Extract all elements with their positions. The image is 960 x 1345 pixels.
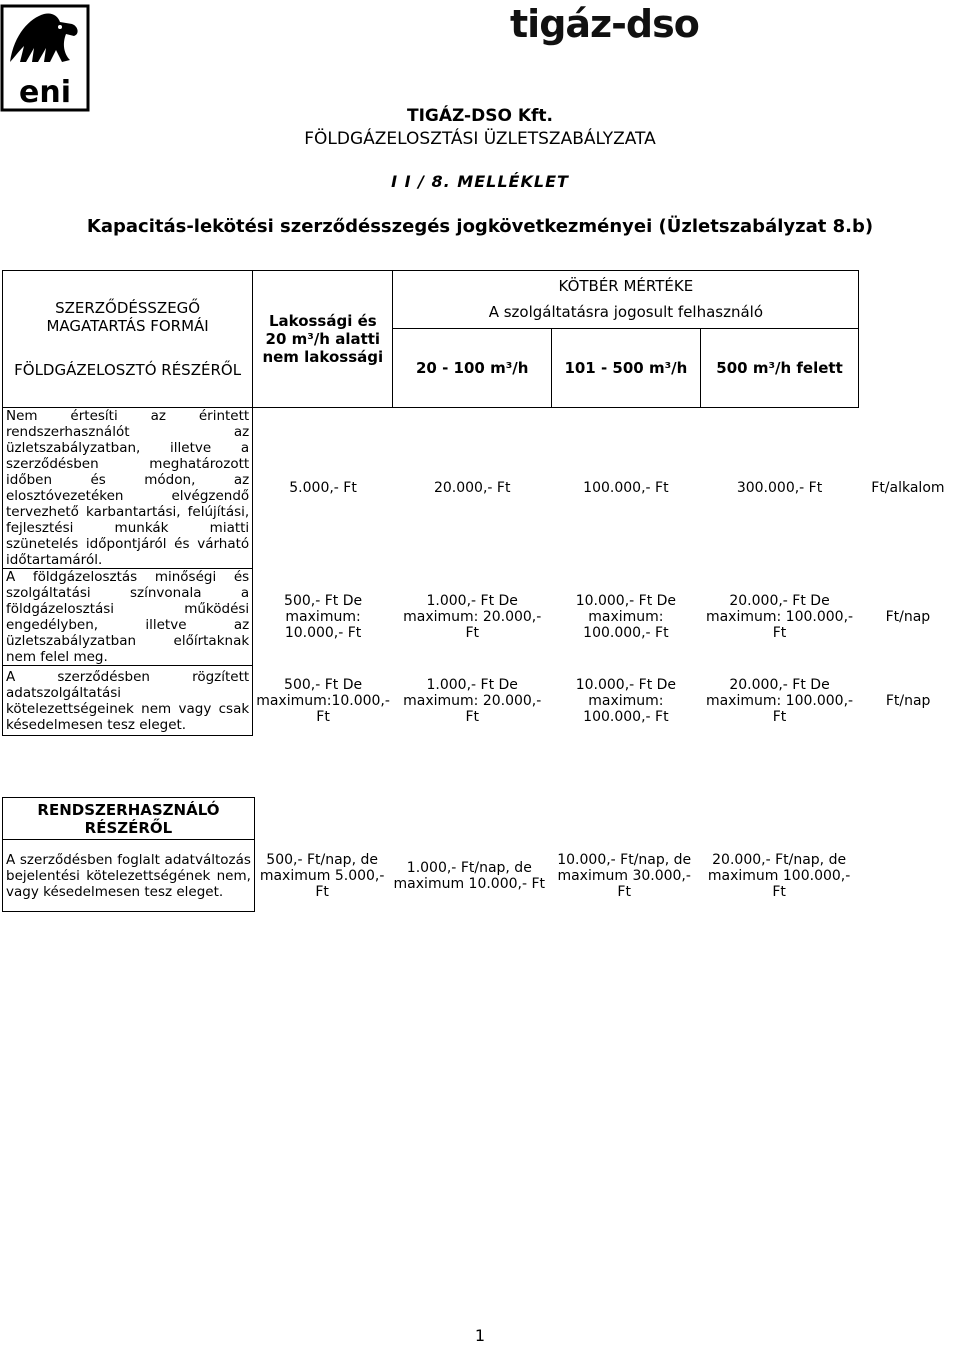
row-unit: Ft/nap <box>885 609 931 625</box>
row-value-4: 20.000,- Ft De maximum: 100.000,- Ft <box>705 593 854 641</box>
kotber-title: KÖTBÉR MÉRTÉKE <box>558 277 694 295</box>
row-value-4: 20.000,- Ft/nap, de maximum 100.000,- Ft <box>707 851 851 900</box>
col1-header-b: FÖLDGÁZELOSZTÓ RÉSZÉRŐL <box>14 361 242 379</box>
row-value-2: 20.000,- Ft <box>433 480 511 497</box>
user-title: A szolgáltatásra jogosult felhasználó <box>488 303 764 321</box>
row-value-2: 1.000,- Ft/nap, de maximum 10.000,- Ft <box>393 859 546 892</box>
row-value-3: 10.000,- Ft De maximum: 100.000,- Ft <box>575 676 677 725</box>
col-lakossagi-header: Lakossági és 20 m³/h alatti nem lakossági <box>253 271 393 408</box>
penalty-table-system-user <box>2 797 958 912</box>
penalty-table-distributor <box>2 270 958 736</box>
row-value-1: 500,- Ft De maximum:10.000,- Ft <box>256 676 390 725</box>
table-row <box>3 840 959 912</box>
table-row <box>3 666 958 736</box>
row-value-1: 500,- Ft De maximum: 10.000,- Ft <box>284 593 363 641</box>
eni-logo-text: eni <box>19 75 71 110</box>
col-101-500-header: 101 - 500 m³/h <box>552 329 701 408</box>
row-value-3: 10.000,- Ft/nap, de maximum 30.000,- Ft <box>557 851 692 900</box>
tigaz-dso-logo: tigáz-dso <box>510 2 699 46</box>
row-value-2: 1.000,- Ft De maximum: 20.000,- Ft <box>403 676 542 725</box>
row-value-1: 5.000,- Ft <box>289 480 357 497</box>
row-desc: A szerződésben foglalt adatváltozás bejelentési kötelezettségének nem, vagy késedelmesen tesz eleget. <box>3 840 255 912</box>
row-value-4: 300.000,- Ft <box>736 480 823 497</box>
row-unit: Ft/nap <box>885 692 931 709</box>
empty-cell <box>859 840 958 912</box>
row-value-1: 500,- Ft/nap, de maximum 5.000,- Ft <box>259 851 385 900</box>
row-desc: Nem értesíti az érintett rendszerhasználót az üzletszabályzatban, illetve a szerződésben meghatározott időben és módon, az elosztóvezetéken elvégzendő tervezhető karbantartási, felújítási, fejlesztési munkák miatti szünetelés időpontjáról és várható időtartamáról. <box>3 408 253 569</box>
eni-logo <box>0 4 90 112</box>
row-desc: A szerződésben rögzített adatszolgáltatási kötelezettségeinek nem vagy csak késedelmesen tesz eleget. <box>3 666 253 736</box>
annex-label: I I / 8. MELLÉKLET <box>391 172 569 191</box>
col1-header-a: SZERZŐDÉSSZEGŐ MAGATARTÁS FORMÁI <box>46 299 209 335</box>
page-number: 1 <box>474 1326 486 1345</box>
empty-cell <box>859 329 958 408</box>
kotber-header <box>393 271 859 329</box>
col-500-header: 500 m³/h felett <box>700 329 859 408</box>
subject-title: Kapacitás-lekötési szerződésszegés jogkövetkezményei (Üzletszabályzat 8.b) <box>86 216 874 237</box>
empty-cell <box>859 271 958 329</box>
row-value-3: 100.000,- Ft <box>583 480 669 497</box>
row-value-4: 20.000,- Ft De maximum: 100.000,- Ft <box>705 676 854 725</box>
system-user-header: RENDSZERHASZNÁLÓ RÉSZÉRŐL <box>3 798 255 840</box>
row-value-3: 10.000,- Ft De maximum: 100.000,- Ft <box>575 593 677 641</box>
table-row <box>3 408 958 569</box>
col-20-100-header: 20 - 100 m³/h <box>393 329 552 408</box>
row-unit: Ft/alkalom <box>871 480 945 496</box>
document-title: FÖLDGÁZELOSZTÁSI ÜZLETSZABÁLYZATA <box>304 129 656 149</box>
empty-cell <box>254 798 958 840</box>
company-name: TIGÁZ-DSO Kft. <box>407 106 553 126</box>
row-value-2: 1.000,- Ft De maximum: 20.000,- Ft <box>403 593 542 641</box>
row-desc: A földgázelosztás minőségi és szolgáltatási színvonala a földgázelosztási működési engedélyben, illetve az üzletszabályzatban előírtaknak nem felel meg. <box>3 569 253 666</box>
col1-header <box>3 271 253 408</box>
table-row <box>3 569 958 666</box>
